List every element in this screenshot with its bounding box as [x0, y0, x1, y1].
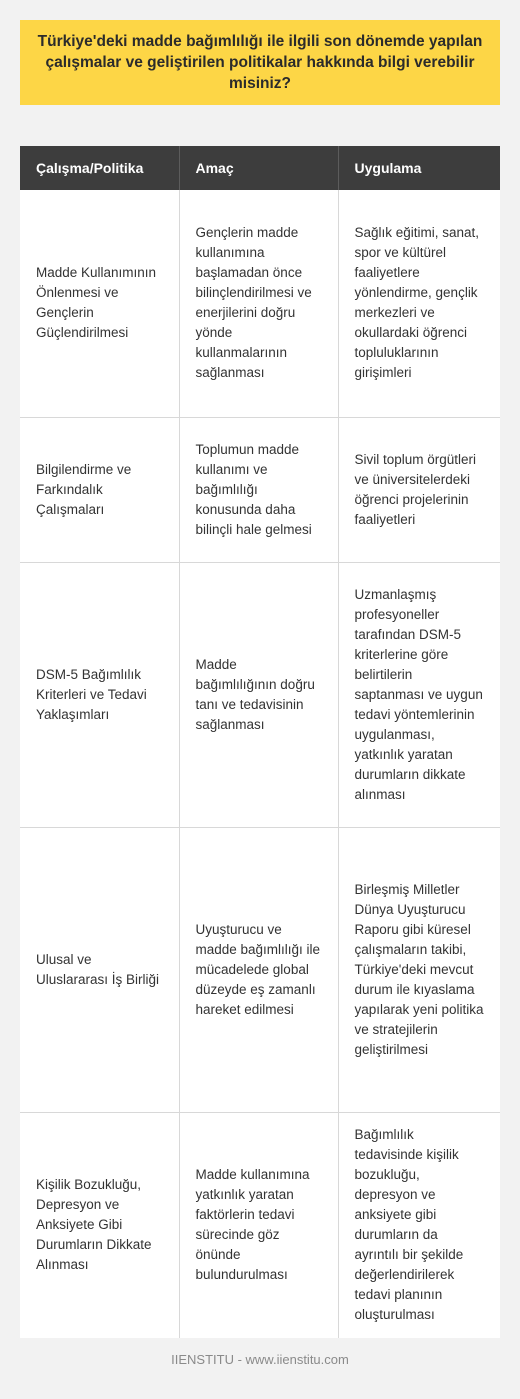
cell-policy: DSM-5 Bağımlılık Kriterleri ve Tedavi Yaklaşımları — [20, 562, 179, 827]
cell-policy: Bilgilendirme ve Farkındalık Çalışmaları — [20, 417, 179, 562]
cell-purpose: Madde bağımlılığının doğru tanı ve tedavisinin sağlanması — [179, 562, 338, 827]
footer-credit: IIENSTITU - www.iienstitu.com — [171, 1352, 349, 1367]
header-policy: Çalışma/Politika — [20, 146, 179, 190]
cell-purpose: Toplumun madde kullanımı ve bağımlılığı konusunda daha bilinçli hale gelmesi — [179, 417, 338, 562]
header-purpose: Amaç — [179, 146, 338, 190]
table-row — [20, 827, 500, 1112]
question-text: Türkiye'deki madde bağımlılığı ile ilgili son dönemde yapılan çalışmalar ve geliştirilen politikalar hakkında bilgi verebilir misiniz? — [37, 33, 483, 92]
table-row — [20, 562, 500, 827]
cell-implementation: Bağımlılık tedavisinde kişilik bozukluğu, depresyon ve anksiyete gibi durumların da ayrıntılı bir şekilde değerlendirilerek tedavi planının oluşturulması — [338, 1112, 500, 1338]
cell-implementation: Uzmanlaşmış profesyoneller tarafından DSM-5 kriterlerine göre belirtilerin saptanması ve uygun tedavi yöntemlerinin uygulanması, yatkınlık yaratan durumların dikkate alınması — [338, 562, 500, 827]
table-row — [20, 190, 500, 417]
cell-implementation: Sağlık eğitimi, sanat, spor ve kültürel faaliyetlere yönlendirme, gençlik merkezleri ve okullardaki öğrenci topluluklarının girişimleri — [338, 190, 500, 417]
cell-purpose: Uyuşturucu ve madde bağımlılığı ile mücadelede global düzeyde eş zamanlı hareket edilmesi — [179, 827, 338, 1112]
table-header-row — [20, 146, 500, 190]
question-banner — [20, 20, 500, 105]
policy-table — [20, 146, 500, 1338]
cell-policy: Ulusal ve Uluslararası İş Birliği — [20, 827, 179, 1112]
cell-implementation: Birleşmiş Milletler Dünya Uyuşturucu Raporu gibi küresel çalışmaların takibi, Türkiye'deki mevcut durum ile kıyaslama yapılarak yeni politika ve stratejilerin geliştirilmesi — [338, 827, 500, 1112]
table-row — [20, 1112, 500, 1338]
cell-policy: Kişilik Bozukluğu, Depresyon ve Anksiyete Gibi Durumların Dikkate Alınması — [20, 1112, 179, 1338]
cell-policy: Madde Kullanımının Önlenmesi ve Gençlerin Güçlendirilmesi — [20, 190, 179, 417]
cell-purpose: Madde kullanımına yatkınlık yaratan faktörlerin tedavi sürecinde göz önünde bulundurulması — [179, 1112, 338, 1338]
policy-table-container — [20, 146, 500, 1338]
table-row — [20, 417, 500, 562]
header-implementation: Uygulama — [338, 146, 500, 190]
cell-implementation: Sivil toplum örgütleri ve üniversitelerdeki öğrenci projelerinin faaliyetleri — [338, 417, 500, 562]
cell-purpose: Gençlerin madde kullanımına başlamadan önce bilinçlendirilmesi ve enerjilerini doğru yönde kullanmalarının sağlanması — [179, 190, 338, 417]
